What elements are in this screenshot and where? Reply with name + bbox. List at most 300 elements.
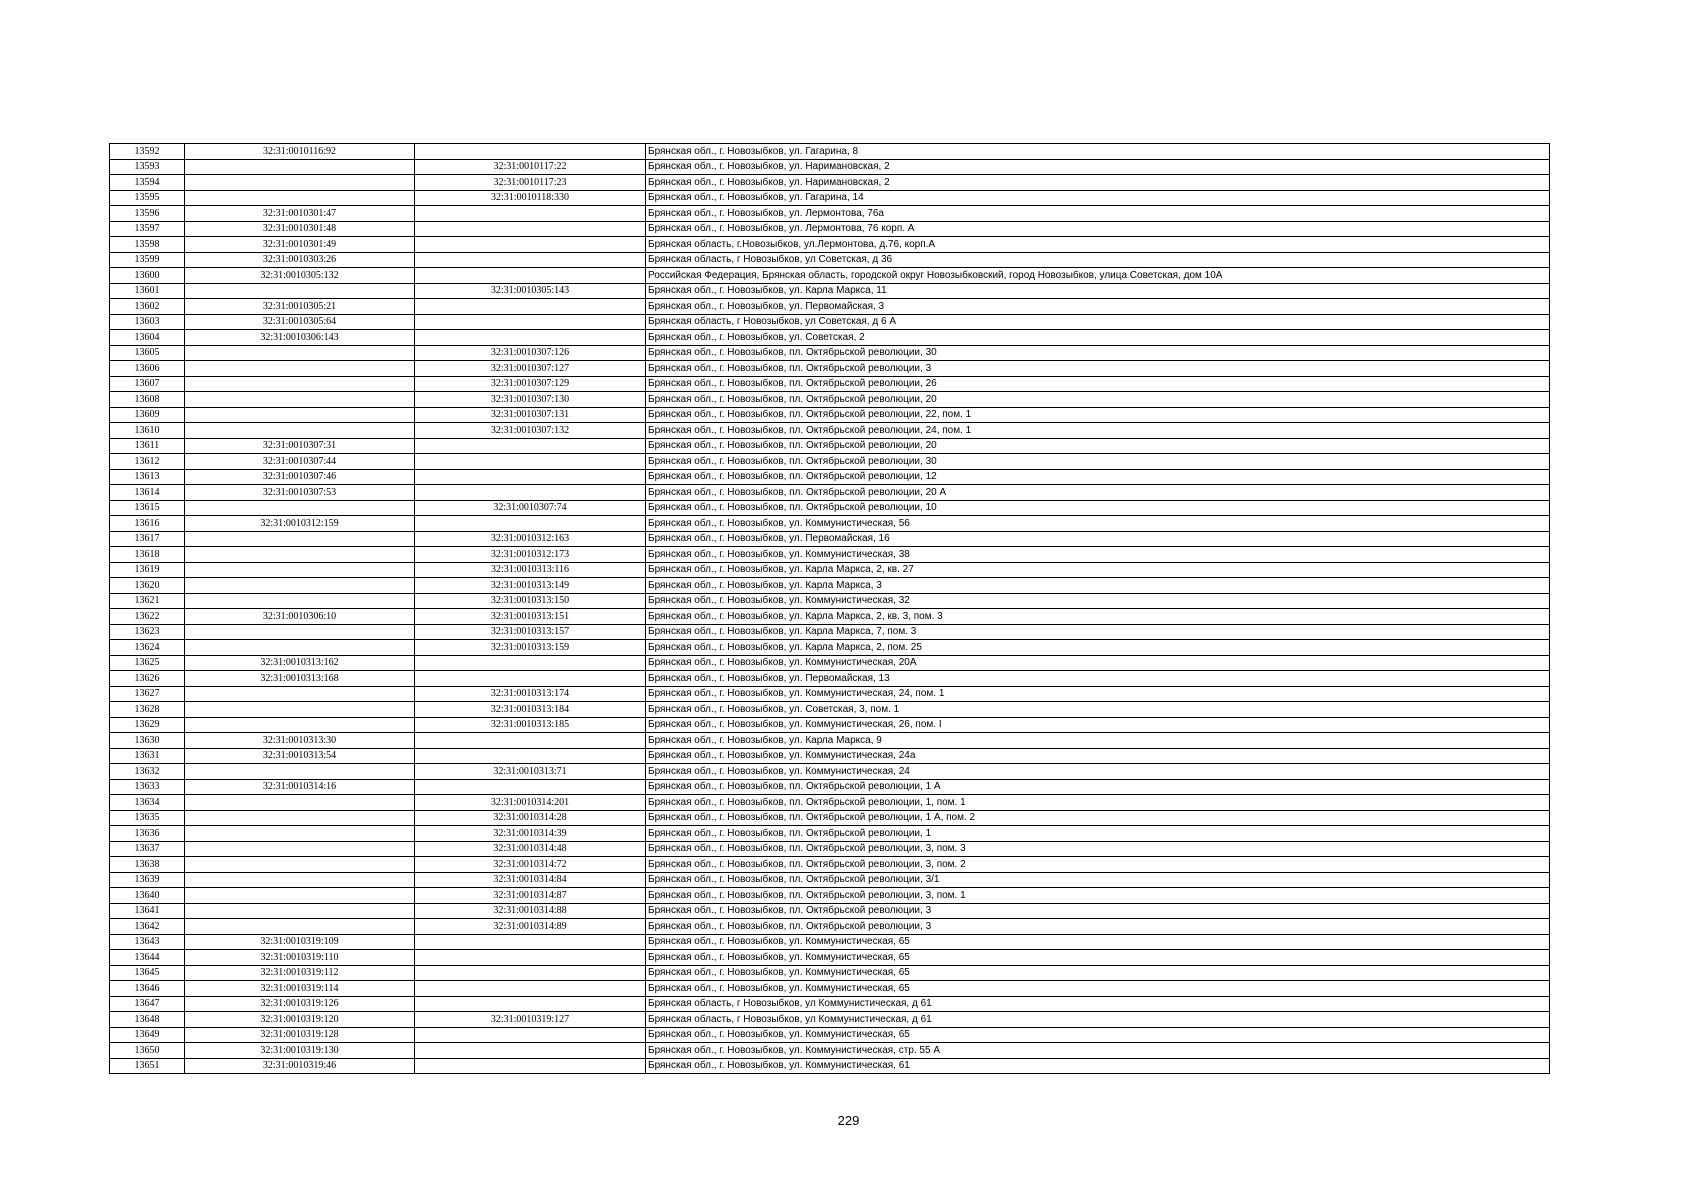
table-row	[110, 996, 1550, 1012]
row-number-cell: 13594	[110, 175, 185, 191]
table-row	[110, 609, 1550, 625]
address-cell: Брянская обл., г. Новозыбков, ул. Карла Маркса, 2, кв. 3, пом. 3	[646, 609, 1550, 625]
address-cell: Брянская обл., г. Новозыбков, пл. Октябрьской революции, 30	[646, 345, 1550, 361]
table-row	[110, 919, 1550, 935]
address-cell: Брянская обл., г. Новозыбков, ул. Первомайская, 16	[646, 531, 1550, 547]
row-number-cell: 13640	[110, 888, 185, 904]
table-row	[110, 841, 1550, 857]
address-cell: Брянская обл., г. Новозыбков, ул. Лермонтова, 76 корп. А	[646, 221, 1550, 237]
related-cadastral-number-cell: 32:31:0010118:330	[415, 190, 646, 206]
row-number-cell: 13618	[110, 547, 185, 563]
cadastral-number-cell	[185, 345, 415, 361]
table-row	[110, 330, 1550, 346]
related-cadastral-number-cell: 32:31:0010314:84	[415, 872, 646, 888]
address-cell: Брянская обл., г. Новозыбков, пл. Октябрьской революции, 20	[646, 438, 1550, 454]
related-cadastral-number-cell: 32:31:0010312:163	[415, 531, 646, 547]
related-cadastral-number-cell: 32:31:0010313:159	[415, 640, 646, 656]
cadastral-number-cell: 32:31:0010319:130	[185, 1043, 415, 1059]
row-number-cell: 13598	[110, 237, 185, 253]
cadastral-number-cell	[185, 593, 415, 609]
row-number-cell: 13612	[110, 454, 185, 470]
row-number-cell: 13600	[110, 268, 185, 284]
related-cadastral-number-cell	[415, 485, 646, 501]
row-number-cell: 13604	[110, 330, 185, 346]
table-row	[110, 516, 1550, 532]
cadastral-number-cell	[185, 392, 415, 408]
related-cadastral-number-cell: 32:31:0010307:129	[415, 376, 646, 392]
related-cadastral-number-cell	[415, 330, 646, 346]
table-row	[110, 872, 1550, 888]
row-number-cell: 13619	[110, 562, 185, 578]
cadastral-number-cell	[185, 764, 415, 780]
address-cell: Брянская обл., г. Новозыбков, пл. Октябрьской революции, 1	[646, 826, 1550, 842]
table-row	[110, 144, 1550, 160]
table-row	[110, 345, 1550, 361]
cadastral-number-cell	[185, 562, 415, 578]
cadastral-number-cell: 32:31:0010319:128	[185, 1027, 415, 1043]
related-cadastral-number-cell	[415, 1058, 646, 1074]
related-cadastral-number-cell	[415, 996, 646, 1012]
cadastral-number-cell	[185, 810, 415, 826]
cadastral-number-cell	[185, 531, 415, 547]
table-row	[110, 795, 1550, 811]
related-cadastral-number-cell	[415, 1027, 646, 1043]
row-number-cell: 13607	[110, 376, 185, 392]
table-row	[110, 733, 1550, 749]
row-number-cell: 13622	[110, 609, 185, 625]
related-cadastral-number-cell: 32:31:0010307:132	[415, 423, 646, 439]
related-cadastral-number-cell: 32:31:0010319:127	[415, 1012, 646, 1028]
table-row	[110, 1043, 1550, 1059]
table-row	[110, 392, 1550, 408]
table-row	[110, 578, 1550, 594]
address-cell: Брянская обл., г. Новозыбков, ул. Первомайская, 13	[646, 671, 1550, 687]
address-cell: Брянская область, г.Новозыбков, ул.Лермонтова, д.76, корп.А	[646, 237, 1550, 253]
address-cell: Брянская обл., г. Новозыбков, ул. Коммунистическая, 65	[646, 934, 1550, 950]
related-cadastral-number-cell: 32:31:0010314:87	[415, 888, 646, 904]
row-number-cell: 13628	[110, 702, 185, 718]
cadastral-number-cell: 32:31:0010313:30	[185, 733, 415, 749]
row-number-cell: 13641	[110, 903, 185, 919]
row-number-cell: 13620	[110, 578, 185, 594]
related-cadastral-number-cell: 32:31:0010307:131	[415, 407, 646, 423]
cadastral-number-cell	[185, 159, 415, 175]
related-cadastral-number-cell: 32:31:0010313:157	[415, 624, 646, 640]
related-cadastral-number-cell: 32:31:0010307:127	[415, 361, 646, 377]
cadastral-number-cell: 32:31:0010319:109	[185, 934, 415, 950]
table-row	[110, 175, 1550, 191]
address-cell: Брянская обл., г. Новозыбков, ул. Карла Маркса, 9	[646, 733, 1550, 749]
table-row	[110, 407, 1550, 423]
cadastral-number-cell	[185, 283, 415, 299]
address-cell: Брянская обл., г. Новозыбков, пл. Октябрьской революции, 30	[646, 454, 1550, 470]
table-row	[110, 686, 1550, 702]
related-cadastral-number-cell: 32:31:0010314:201	[415, 795, 646, 811]
table-row	[110, 252, 1550, 268]
cadastral-number-cell	[185, 500, 415, 516]
table-row	[110, 485, 1550, 501]
address-cell: Брянская обл., г. Новозыбков, ул. Первомайская, 3	[646, 299, 1550, 315]
address-cell: Брянская обл., г. Новозыбков, ул. Коммунистическая, 26, пом. I	[646, 717, 1550, 733]
address-cell: Брянская обл., г. Новозыбков, пл. Октябрьской революции, 3, пом. 3	[646, 841, 1550, 857]
cadastral-number-cell: 32:31:0010314:16	[185, 779, 415, 795]
address-cell: Брянская область, г Новозыбков, ул Советская, д 6 А	[646, 314, 1550, 330]
related-cadastral-number-cell	[415, 252, 646, 268]
row-number-cell: 13643	[110, 934, 185, 950]
related-cadastral-number-cell	[415, 469, 646, 485]
row-number-cell: 13616	[110, 516, 185, 532]
address-cell: Российская Федерация, Брянская область, городской округ Новозыбковский, город Новозыбков, улица Советская, дом 10А	[646, 268, 1550, 284]
page-number: 229	[837, 1113, 860, 1128]
related-cadastral-number-cell	[415, 733, 646, 749]
cadastral-number-cell	[185, 702, 415, 718]
address-cell: Брянская обл., г. Новозыбков, ул. Коммунистическая, 24	[646, 764, 1550, 780]
related-cadastral-number-cell: 32:31:0010307:126	[415, 345, 646, 361]
table-row	[110, 764, 1550, 780]
address-cell: Брянская обл., г. Новозыбков, ул. Гагарина, 14	[646, 190, 1550, 206]
related-cadastral-number-cell	[415, 655, 646, 671]
address-cell: Брянская обл., г. Новозыбков, ул. Лермонтова, 76а	[646, 206, 1550, 222]
address-cell: Брянская область, г Новозыбков, ул Коммунистическая, д 61	[646, 996, 1550, 1012]
cadastral-number-cell: 32:31:0010306:10	[185, 609, 415, 625]
related-cadastral-number-cell	[415, 268, 646, 284]
address-cell: Брянская обл., г. Новозыбков, пл. Октябрьской революции, 3, пом. 1	[646, 888, 1550, 904]
address-cell: Брянская обл., г. Новозыбков, ул. Коммунистическая, 61	[646, 1058, 1550, 1074]
address-cell: Брянская обл., г. Новозыбков, пл. Октябрьской революции, 26	[646, 376, 1550, 392]
cadastral-number-cell	[185, 175, 415, 191]
related-cadastral-number-cell: 32:31:0010313:174	[415, 686, 646, 702]
table-row	[110, 826, 1550, 842]
row-number-cell: 13603	[110, 314, 185, 330]
table-row	[110, 857, 1550, 873]
row-number-cell: 13614	[110, 485, 185, 501]
address-cell: Брянская обл., г. Новозыбков, ул. Коммунистическая, 56	[646, 516, 1550, 532]
table-row	[110, 965, 1550, 981]
related-cadastral-number-cell	[415, 221, 646, 237]
cadastral-number-cell	[185, 717, 415, 733]
address-cell: Брянская обл., г. Новозыбков, ул. Гагарина, 8	[646, 144, 1550, 160]
related-cadastral-number-cell	[415, 144, 646, 160]
related-cadastral-number-cell: 32:31:0010313:150	[415, 593, 646, 609]
related-cadastral-number-cell	[415, 779, 646, 795]
table-row	[110, 206, 1550, 222]
row-number-cell: 13645	[110, 965, 185, 981]
row-number-cell: 13611	[110, 438, 185, 454]
cadastral-number-cell	[185, 872, 415, 888]
row-number-cell: 13632	[110, 764, 185, 780]
cadastral-number-cell	[185, 888, 415, 904]
row-number-cell: 13648	[110, 1012, 185, 1028]
cadastral-number-cell	[185, 423, 415, 439]
address-cell: Брянская обл., г. Новозыбков, ул. Коммунистическая, 32	[646, 593, 1550, 609]
cadastral-number-cell	[185, 686, 415, 702]
address-cell: Брянская обл., г. Новозыбков, пл. Октябрьской революции, 3	[646, 361, 1550, 377]
table-row	[110, 190, 1550, 206]
row-number-cell: 13638	[110, 857, 185, 873]
row-number-cell: 13626	[110, 671, 185, 687]
cadastral-number-cell: 32:31:0010312:159	[185, 516, 415, 532]
address-cell: Брянская обл., г. Новозыбков, пл. Октябрьской революции, 3/1	[646, 872, 1550, 888]
address-cell: Брянская обл., г. Новозыбков, ул. Карла Маркса, 7, пом. 3	[646, 624, 1550, 640]
related-cadastral-number-cell	[415, 438, 646, 454]
row-number-cell: 13592	[110, 144, 185, 160]
related-cadastral-number-cell	[415, 237, 646, 253]
row-number-cell: 13613	[110, 469, 185, 485]
table-row	[110, 423, 1550, 439]
cadastral-number-cell: 32:31:0010305:132	[185, 268, 415, 284]
related-cadastral-number-cell	[415, 206, 646, 222]
row-number-cell: 13609	[110, 407, 185, 423]
cadastral-number-cell: 32:31:0010319:126	[185, 996, 415, 1012]
table-row	[110, 779, 1550, 795]
table-row	[110, 159, 1550, 175]
cadastral-number-cell: 32:31:0010116:92	[185, 144, 415, 160]
cadastral-number-cell: 32:31:0010313:168	[185, 671, 415, 687]
related-cadastral-number-cell	[415, 965, 646, 981]
address-cell: Брянская обл., г. Новозыбков, ул. Коммунистическая, 38	[646, 547, 1550, 563]
cadastral-number-cell: 32:31:0010307:31	[185, 438, 415, 454]
related-cadastral-number-cell	[415, 950, 646, 966]
table-row	[110, 640, 1550, 656]
table-row	[110, 702, 1550, 718]
row-number-cell: 13623	[110, 624, 185, 640]
table-row	[110, 237, 1550, 253]
related-cadastral-number-cell: 32:31:0010313:151	[415, 609, 646, 625]
address-cell: Брянская обл., г. Новозыбков, ул. Советская, 3, пом. 1	[646, 702, 1550, 718]
cadastral-number-cell: 32:31:0010307:44	[185, 454, 415, 470]
related-cadastral-number-cell	[415, 454, 646, 470]
row-number-cell: 13615	[110, 500, 185, 516]
address-cell: Брянская обл., г. Новозыбков, ул. Карла Маркса, 2, пом. 25	[646, 640, 1550, 656]
cadastral-number-cell: 32:31:0010319:110	[185, 950, 415, 966]
table-row	[110, 1012, 1550, 1028]
cadastral-number-cell: 32:31:0010301:47	[185, 206, 415, 222]
cadastral-number-cell: 32:31:0010301:48	[185, 221, 415, 237]
row-number-cell: 13595	[110, 190, 185, 206]
address-cell: Брянская обл., г. Новозыбков, ул. Коммунистическая, 24а	[646, 748, 1550, 764]
table-row	[110, 283, 1550, 299]
cadastral-number-cell	[185, 190, 415, 206]
table-row	[110, 454, 1550, 470]
row-number-cell: 13633	[110, 779, 185, 795]
related-cadastral-number-cell	[415, 981, 646, 997]
table-row	[110, 469, 1550, 485]
address-cell: Брянская обл., г. Новозыбков, ул. Наримановская, 2	[646, 159, 1550, 175]
address-cell: Брянская обл., г. Новозыбков, пл. Октябрьской революции, 12	[646, 469, 1550, 485]
row-number-cell: 13629	[110, 717, 185, 733]
table-row	[110, 981, 1550, 997]
related-cadastral-number-cell: 32:31:0010314:72	[415, 857, 646, 873]
row-number-cell: 13634	[110, 795, 185, 811]
address-cell: Брянская обл., г. Новозыбков, ул. Карла Маркса, 3	[646, 578, 1550, 594]
related-cadastral-number-cell: 32:31:0010314:88	[415, 903, 646, 919]
row-number-cell: 13606	[110, 361, 185, 377]
row-number-cell: 13610	[110, 423, 185, 439]
cadastral-number-cell	[185, 903, 415, 919]
table-row	[110, 624, 1550, 640]
related-cadastral-number-cell: 32:31:0010307:130	[415, 392, 646, 408]
related-cadastral-number-cell	[415, 299, 646, 315]
cadastral-number-cell: 32:31:0010313:54	[185, 748, 415, 764]
address-cell: Брянская обл., г. Новозыбков, пл. Октябрьской революции, 24, пом. 1	[646, 423, 1550, 439]
row-number-cell: 13644	[110, 950, 185, 966]
address-cell: Брянская обл., г. Новозыбков, ул. Наримановская, 2	[646, 175, 1550, 191]
row-number-cell: 13646	[110, 981, 185, 997]
table-row	[110, 934, 1550, 950]
table-row	[110, 593, 1550, 609]
cadastral-number-cell	[185, 624, 415, 640]
related-cadastral-number-cell	[415, 934, 646, 950]
row-number-cell: 13624	[110, 640, 185, 656]
table-row	[110, 950, 1550, 966]
cadastral-number-cell: 32:31:0010307:53	[185, 485, 415, 501]
address-cell: Брянская область, г Новозыбков, ул Советская, д 36	[646, 252, 1550, 268]
address-cell: Брянская обл., г. Новозыбков, пл. Октябрьской революции, 20	[646, 392, 1550, 408]
address-cell: Брянская обл., г. Новозыбков, ул. Коммунистическая, 20А	[646, 655, 1550, 671]
row-number-cell: 13593	[110, 159, 185, 175]
row-number-cell: 13642	[110, 919, 185, 935]
table-row	[110, 655, 1550, 671]
related-cadastral-number-cell: 32:31:0010313:184	[415, 702, 646, 718]
address-cell: Брянская обл., г. Новозыбков, пл. Октябрьской революции, 3	[646, 903, 1550, 919]
row-number-cell: 13605	[110, 345, 185, 361]
related-cadastral-number-cell: 32:31:0010314:39	[415, 826, 646, 842]
related-cadastral-number-cell	[415, 748, 646, 764]
related-cadastral-number-cell: 32:31:0010117:22	[415, 159, 646, 175]
related-cadastral-number-cell: 32:31:0010117:23	[415, 175, 646, 191]
table-row	[110, 531, 1550, 547]
cadastral-number-cell: 32:31:0010303:26	[185, 252, 415, 268]
row-number-cell: 13596	[110, 206, 185, 222]
cadastral-number-cell: 32:31:0010305:64	[185, 314, 415, 330]
table-row	[110, 314, 1550, 330]
cadastral-number-cell	[185, 826, 415, 842]
address-cell: Брянская обл., г. Новозыбков, пл. Октябрьской революции, 20 А	[646, 485, 1550, 501]
cadastral-number-cell	[185, 640, 415, 656]
row-number-cell: 13597	[110, 221, 185, 237]
address-cell: Брянская область, г Новозыбков, ул Коммунистическая, д 61	[646, 1012, 1550, 1028]
row-number-cell: 13651	[110, 1058, 185, 1074]
row-number-cell: 13627	[110, 686, 185, 702]
row-number-cell: 13630	[110, 733, 185, 749]
address-cell: Брянская обл., г. Новозыбков, пл. Октябрьской революции, 3, пом. 2	[646, 857, 1550, 873]
row-number-cell: 13647	[110, 996, 185, 1012]
address-cell: Брянская обл., г. Новозыбков, пл. Октябрьской революции, 1, пом. 1	[646, 795, 1550, 811]
row-number-cell: 13649	[110, 1027, 185, 1043]
table-row	[110, 1058, 1550, 1074]
cadastral-number-cell: 32:31:0010319:46	[185, 1058, 415, 1074]
address-cell: Брянская обл., г. Новозыбков, ул. Коммунистическая, 24, пом. 1	[646, 686, 1550, 702]
address-cell: Брянская обл., г. Новозыбков, пл. Октябрьской революции, 3	[646, 919, 1550, 935]
cadastral-number-cell: 32:31:0010319:112	[185, 965, 415, 981]
address-cell: Брянская обл., г. Новозыбков, ул. Коммунистическая, 65	[646, 981, 1550, 997]
cadastral-number-cell	[185, 376, 415, 392]
cadastral-number-cell: 32:31:0010306:143	[185, 330, 415, 346]
related-cadastral-number-cell: 32:31:0010314:89	[415, 919, 646, 935]
table-row	[110, 299, 1550, 315]
related-cadastral-number-cell: 32:31:0010313:149	[415, 578, 646, 594]
row-number-cell: 13637	[110, 841, 185, 857]
cadastral-number-cell: 32:31:0010319:120	[185, 1012, 415, 1028]
related-cadastral-number-cell	[415, 1043, 646, 1059]
related-cadastral-number-cell	[415, 516, 646, 532]
cadastral-number-cell: 32:31:0010319:114	[185, 981, 415, 997]
address-cell: Брянская обл., г. Новозыбков, пл. Октябрьской революции, 1 А	[646, 779, 1550, 795]
cadastral-number-cell: 32:31:0010305:21	[185, 299, 415, 315]
cadastral-number-cell	[185, 919, 415, 935]
table-row	[110, 671, 1550, 687]
cadastral-number-cell	[185, 857, 415, 873]
registry-table	[109, 143, 1550, 1074]
table-row	[110, 888, 1550, 904]
cadastral-number-cell	[185, 361, 415, 377]
row-number-cell: 13635	[110, 810, 185, 826]
row-number-cell: 13621	[110, 593, 185, 609]
row-number-cell: 13631	[110, 748, 185, 764]
row-number-cell: 13602	[110, 299, 185, 315]
address-cell: Брянская обл., г. Новозыбков, ул. Карла Маркса, 2, кв. 27	[646, 562, 1550, 578]
related-cadastral-number-cell	[415, 671, 646, 687]
cadastral-number-cell	[185, 578, 415, 594]
table-row	[110, 1027, 1550, 1043]
table-row	[110, 810, 1550, 826]
related-cadastral-number-cell: 32:31:0010312:173	[415, 547, 646, 563]
related-cadastral-number-cell: 32:31:0010314:28	[415, 810, 646, 826]
row-number-cell: 13639	[110, 872, 185, 888]
cadastral-number-cell	[185, 795, 415, 811]
address-cell: Брянская обл., г. Новозыбков, ул. Коммунистическая, 65	[646, 1027, 1550, 1043]
row-number-cell: 13625	[110, 655, 185, 671]
table-row	[110, 748, 1550, 764]
row-number-cell: 13617	[110, 531, 185, 547]
row-number-cell: 13601	[110, 283, 185, 299]
table-row	[110, 562, 1550, 578]
row-number-cell: 13599	[110, 252, 185, 268]
table-row	[110, 547, 1550, 563]
related-cadastral-number-cell: 32:31:0010305:143	[415, 283, 646, 299]
address-cell: Брянская обл., г. Новозыбков, пл. Октябрьской революции, 1 А, пом. 2	[646, 810, 1550, 826]
related-cadastral-number-cell: 32:31:0010307:74	[415, 500, 646, 516]
cadastral-number-cell: 32:31:0010301:49	[185, 237, 415, 253]
table-row	[110, 438, 1550, 454]
row-number-cell: 13636	[110, 826, 185, 842]
cadastral-number-cell	[185, 841, 415, 857]
related-cadastral-number-cell	[415, 314, 646, 330]
cadastral-number-cell: 32:31:0010313:162	[185, 655, 415, 671]
cadastral-number-cell	[185, 407, 415, 423]
address-cell: Брянская обл., г. Новозыбков, пл. Октябрьской революции, 10	[646, 500, 1550, 516]
address-cell: Брянская обл., г. Новозыбков, пл. Октябрьской революции, 22, пом. 1	[646, 407, 1550, 423]
row-number-cell: 13650	[110, 1043, 185, 1059]
address-cell: Брянская обл., г. Новозыбков, ул. Карла Маркса, 11	[646, 283, 1550, 299]
registry-body	[110, 144, 1550, 1074]
table-row	[110, 376, 1550, 392]
address-cell: Брянская обл., г. Новозыбков, ул. Коммунистическая, 65	[646, 950, 1550, 966]
cadastral-number-cell: 32:31:0010307:46	[185, 469, 415, 485]
related-cadastral-number-cell: 32:31:0010313:116	[415, 562, 646, 578]
related-cadastral-number-cell: 32:31:0010313:71	[415, 764, 646, 780]
row-number-cell: 13608	[110, 392, 185, 408]
table-row	[110, 221, 1550, 237]
related-cadastral-number-cell: 32:31:0010314:48	[415, 841, 646, 857]
table-row	[110, 717, 1550, 733]
cadastral-number-cell	[185, 547, 415, 563]
table-row	[110, 903, 1550, 919]
table-row	[110, 500, 1550, 516]
table-row	[110, 361, 1550, 377]
table-row	[110, 268, 1550, 284]
related-cadastral-number-cell: 32:31:0010313:185	[415, 717, 646, 733]
